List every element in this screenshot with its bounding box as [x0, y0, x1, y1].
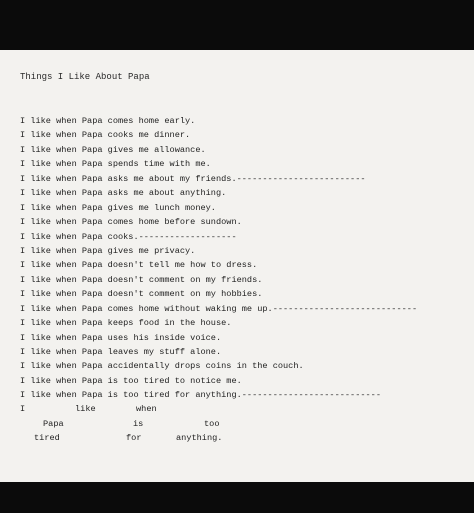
poem-lines [20, 114, 465, 403]
poem-line: I like when Papa accidentally drops coins in the couch. [20, 361, 304, 372]
poem-line: I like when Papa leaves my stuff alone. [20, 347, 222, 357]
stanza-word: too [204, 419, 220, 429]
poem-line: I like when Papa uses his inside voice. [20, 332, 222, 343]
stanza-word: for [126, 433, 142, 443]
poem-line: I like when Papa cooks.------------------- [20, 231, 237, 242]
poem-line: I like when Papa is too tired for anything.--------------------------- [20, 390, 381, 401]
poem-line: I like when Papa cooks me dinner. [20, 130, 191, 141]
poem-line: I like when Papa comes home before sundown. [20, 217, 242, 228]
poem-line: I like when Papa asks me about my friends.------------------------- [20, 173, 366, 184]
poem-line: I like when Papa keeps food in the house. [20, 318, 232, 329]
document-title: Things I Like About Papa [20, 72, 150, 82]
stanza-word: I [20, 404, 26, 414]
poem-line: I like when Papa comes home without waking me up.---------------------------- [20, 303, 418, 314]
poem-line: I like when Papa comes home early. [20, 116, 196, 126]
poem-line: I like when Papa doesn't comment on my hobbies. [20, 289, 263, 300]
document-page [0, 50, 474, 482]
stanza-word: when [136, 404, 157, 414]
stanza-word: anything. [176, 433, 223, 443]
poem-line: I like when Papa asks me about anything. [20, 188, 227, 199]
poem-line: I like when Papa is too tired to notice me. [20, 375, 242, 386]
poem-line: I like when Papa gives me lunch money. [20, 202, 216, 213]
stanza-word: like [75, 404, 96, 414]
poem-line: I like when Papa doesn't tell me how to dress. [20, 260, 258, 271]
stanza-word: is [133, 419, 144, 429]
poem-line: I like when Papa spends time with me. [20, 159, 211, 170]
poem-line: I like when Papa doesn't comment on my friends. [20, 274, 263, 285]
stanza-word: Papa [43, 419, 64, 429]
poem-line: I like when Papa gives me privacy. [20, 245, 196, 256]
stanza-word: tired [34, 433, 60, 443]
poem-line: I like when Papa gives me allowance. [20, 144, 206, 155]
